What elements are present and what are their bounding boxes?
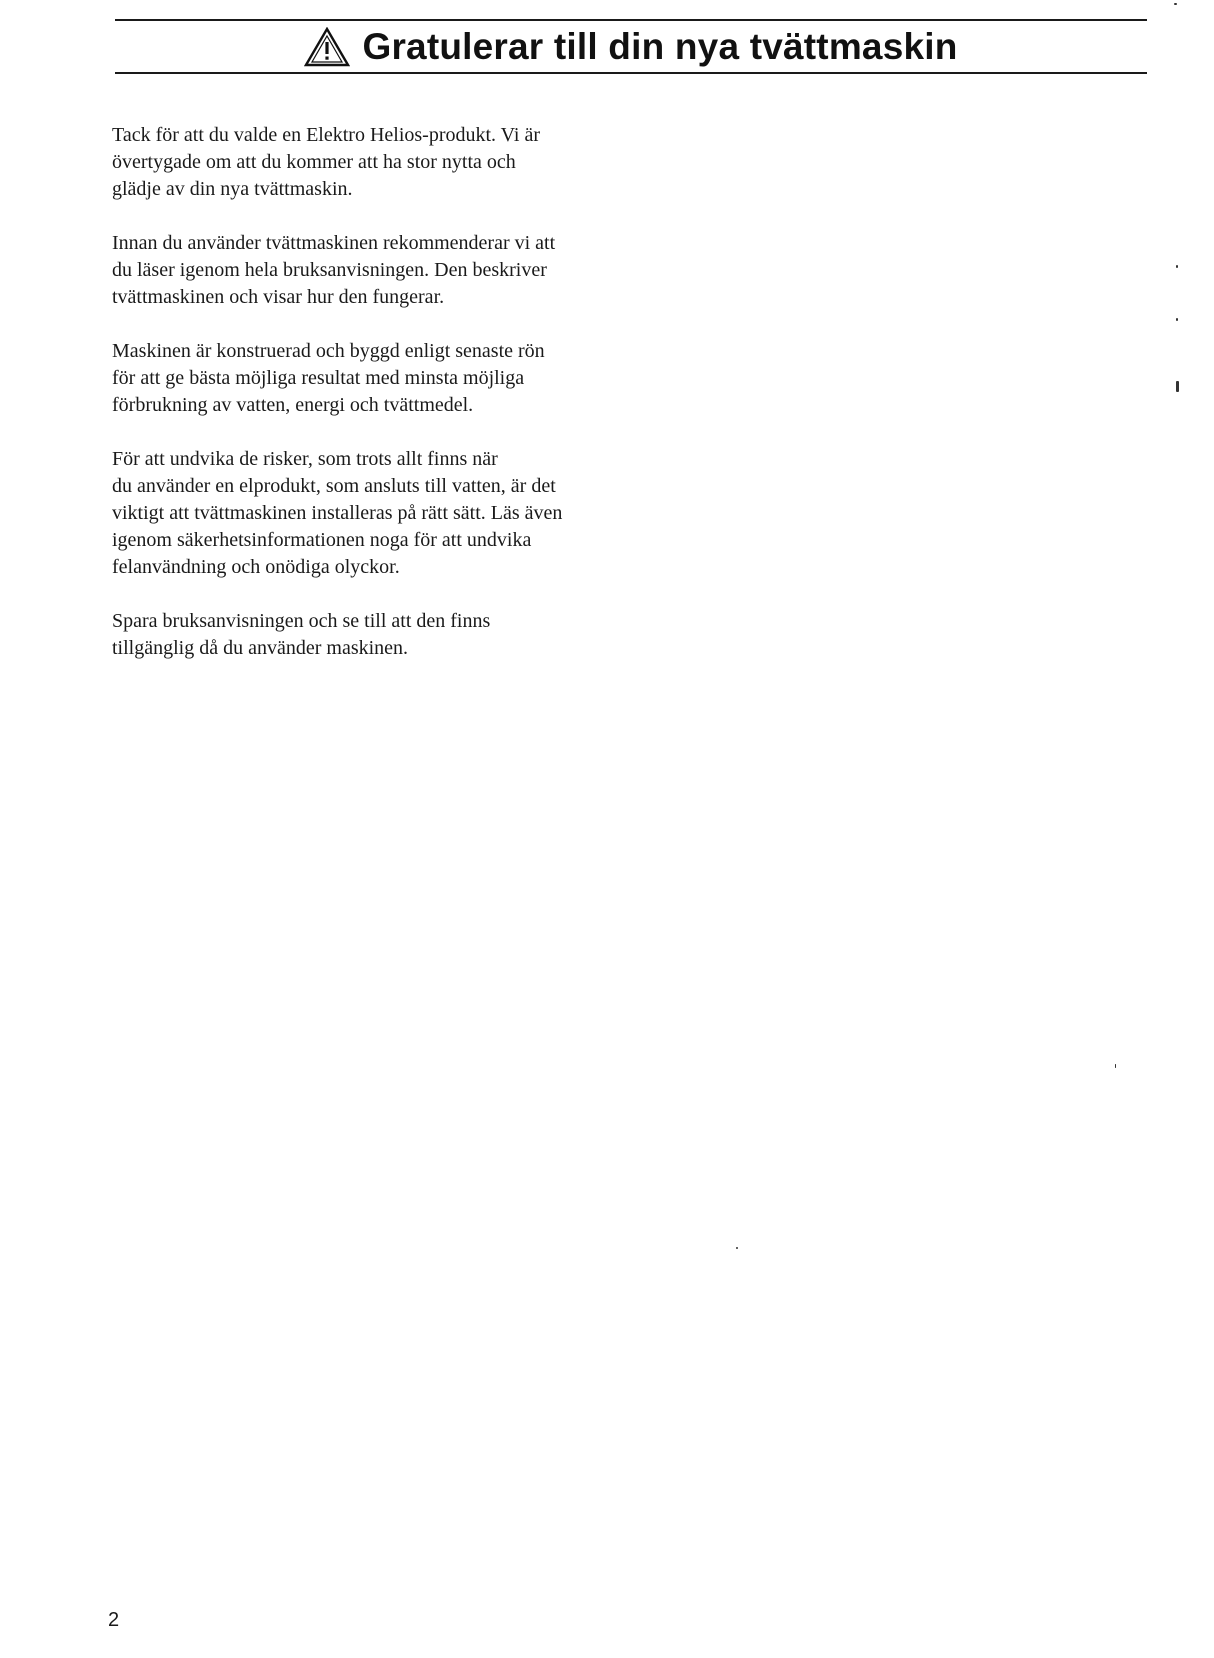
page-title: Gratulerar till din nya tvättmaskin xyxy=(362,26,958,67)
paragraph-construction xyxy=(112,338,652,419)
text-line: För att undvika de risker, som trots allt finns när xyxy=(112,448,498,470)
scan-speck xyxy=(1115,1064,1116,1068)
text-line: igenom säkerhetsinformationen noga för att undvika xyxy=(112,529,532,551)
text-line: viktigt att tvättmaskinen installeras på rätt sätt. Läs även xyxy=(112,502,563,524)
warning-triangle-icon xyxy=(304,27,350,67)
scan-speck xyxy=(736,1247,738,1249)
text-line: övertygade om att du kommer att ha stor nytta och xyxy=(112,151,516,173)
text-line: Spara bruksanvisningen och se till att den finns xyxy=(112,610,491,632)
text-line: felanvändning och onödiga olyckor. xyxy=(112,556,400,578)
text-line: Tack för att du valde en Elektro Helios-produkt. Vi är xyxy=(112,124,541,146)
intro-text xyxy=(112,122,652,689)
text-line: förbrukning av vatten, energi och tvättmedel. xyxy=(112,394,474,416)
scan-speck xyxy=(1174,3,1177,5)
scan-speck xyxy=(1176,265,1178,268)
paragraph-safety xyxy=(112,446,652,581)
text-line: för att ge bästa möjliga resultat med minsta möjliga xyxy=(112,367,525,389)
page-number: 2 xyxy=(108,1609,120,1631)
text-line: tvättmaskinen och visar hur den fungerar. xyxy=(112,286,445,308)
scan-speck xyxy=(1176,318,1178,321)
text-line: du läser igenom hela bruksanvisningen. Den beskriver xyxy=(112,259,547,281)
paragraph-thanks xyxy=(112,122,652,203)
text-line: Maskinen är konstruerad och byggd enligt senaste rön xyxy=(112,340,545,362)
text-line: tillgänglig då du använder maskinen. xyxy=(112,637,409,659)
text-line: du använder en elprodukt, som ansluts till vatten, är det xyxy=(112,475,556,497)
scan-speck xyxy=(1176,381,1179,392)
header-rule-top xyxy=(115,19,1147,21)
text-line: glädje av din nya tvättmaskin. xyxy=(112,178,353,200)
page-header xyxy=(115,24,1147,70)
paragraph-keep-manual xyxy=(112,608,652,662)
text-line: Innan du använder tvättmaskinen rekommenderar vi att xyxy=(112,232,556,254)
paragraph-read-manual xyxy=(112,230,652,311)
header-rule-bottom xyxy=(115,72,1147,74)
